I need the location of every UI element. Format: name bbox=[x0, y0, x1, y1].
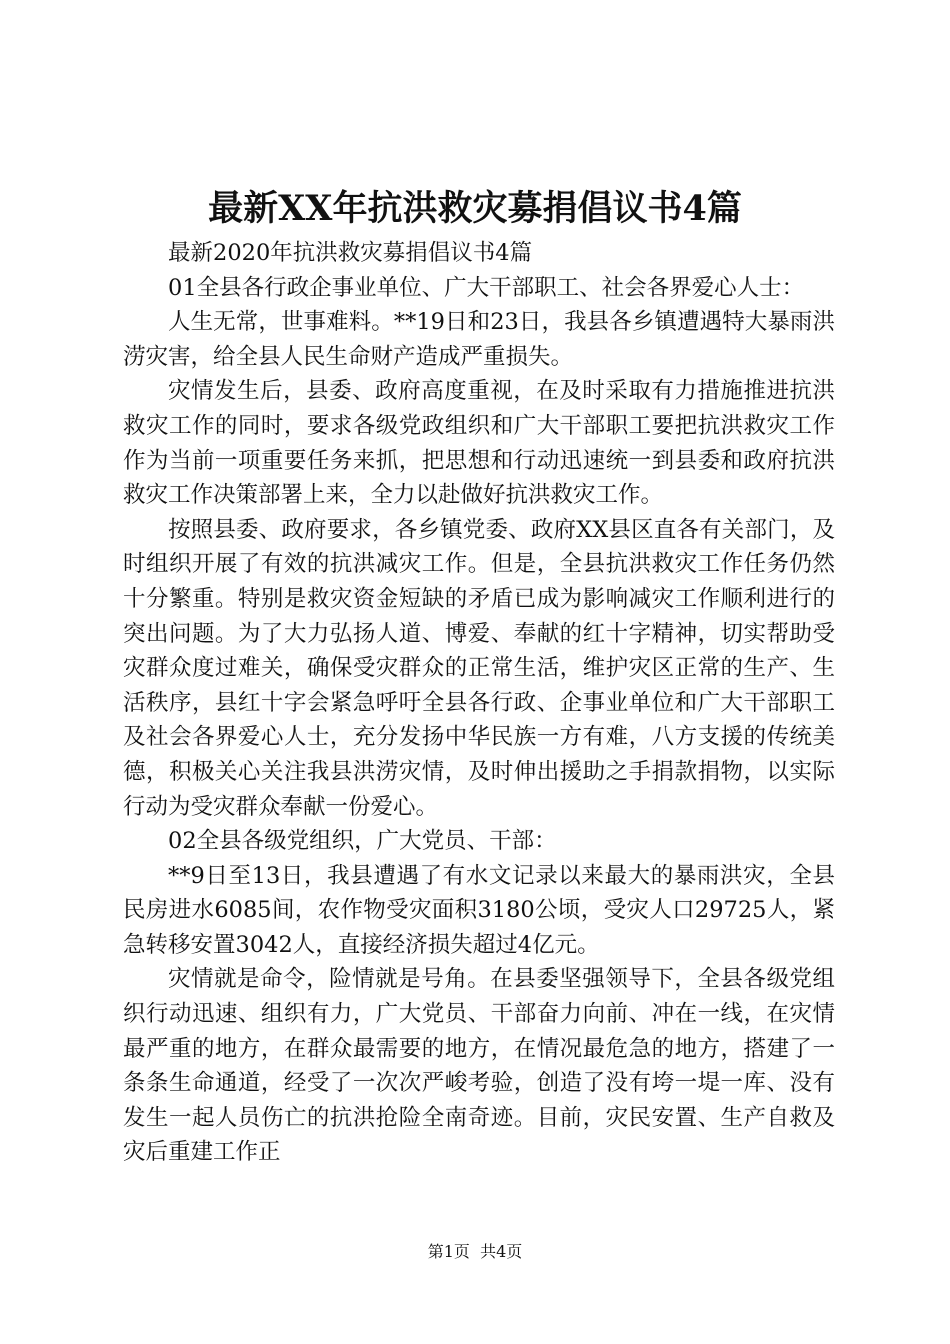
salutation-paragraph-2: 02全县各级党组织，广大党员、干部： bbox=[168, 828, 557, 855]
body-paragraph: 灾情发生后，县委、政府高度重视，在及时采取有力措施推进抗洪救灾工作的同时，要求各级党政组织和广大干部职工要把抗洪救灾工作作为当前一项重要任务来抓，把思想和行动迅速统一到县委和政府抗洪救灾工作决策部署上来，全力以赴做好抗洪救灾工作。 bbox=[123, 378, 835, 509]
body-paragraph: 人生无常，世事难料。**19日和23日，我县各乡镇遭遇特大暴雨洪涝灾害，给全县人民生命财产造成严重损失。 bbox=[123, 309, 835, 370]
body-paragraph: 灾情就是命令，险情就是号角。在县委坚强领导下，全县各级党组织行动迅速、组织有力，广大党员、干部奋力向前、冲在一线，在灾情最严重的地方，在群众最需要的地方，在情况最危急的地方，搭建了一条条生命通道，经受了一次次严峻考验，创造了没有垮一堤一库、没有发生一起人员伤亡的抗洪抢险全南奇迹。目前，灾民安置、生产自救及灾后重建工作正 bbox=[123, 966, 835, 1166]
document-title: 最新XX年抗洪救灾募捐倡议书4篇 bbox=[208, 188, 742, 229]
page-number-footer: 第1页 共4页 bbox=[427, 1242, 523, 1261]
subtitle-paragraph: 最新2020年抗洪救灾募捐倡议书4篇 bbox=[168, 240, 533, 266]
salutation-paragraph-1: 01全县各行政企事业单位、广大干部职工、社会各界爱心人士： bbox=[168, 274, 805, 301]
document-body bbox=[123, 236, 835, 1170]
body-paragraph: 按照县委、政府要求，各乡镇党委、政府XX县区直各有关部门，及时组织开展了有效的抗洪减灾工作。但是，全县抗洪救灾工作任务仍然十分繁重。特别是救灾资金短缺的矛盾已成为影响减灾工作顺利进行的突出问题。为了大力弘扬人道、博爱、奉献的红十字精神，切实帮助受灾群众度过难关，确保受灾群众的正常生活，维护灾区正常的生产、生活秩序，县红十字会紧急呼吁全县各行政、企事业单位和广大干部职工及社会各界爱心人士，充分发扬中华民族一方有难，八方支援的传统美德，积极关心关注我县洪涝灾情，及时伸出援助之手捐款捐物，以实际行动为受灾群众奉献一份爱心。 bbox=[123, 516, 835, 820]
body-paragraph: **9日至13日，我县遭遇了有水文记录以来最大的暴雨洪灾，全县民房进水6085间，农作物受灾面积3180公顷，受灾人口29725人，紧急转移安置3042人，直接经济损失超过4亿元。 bbox=[123, 862, 835, 958]
